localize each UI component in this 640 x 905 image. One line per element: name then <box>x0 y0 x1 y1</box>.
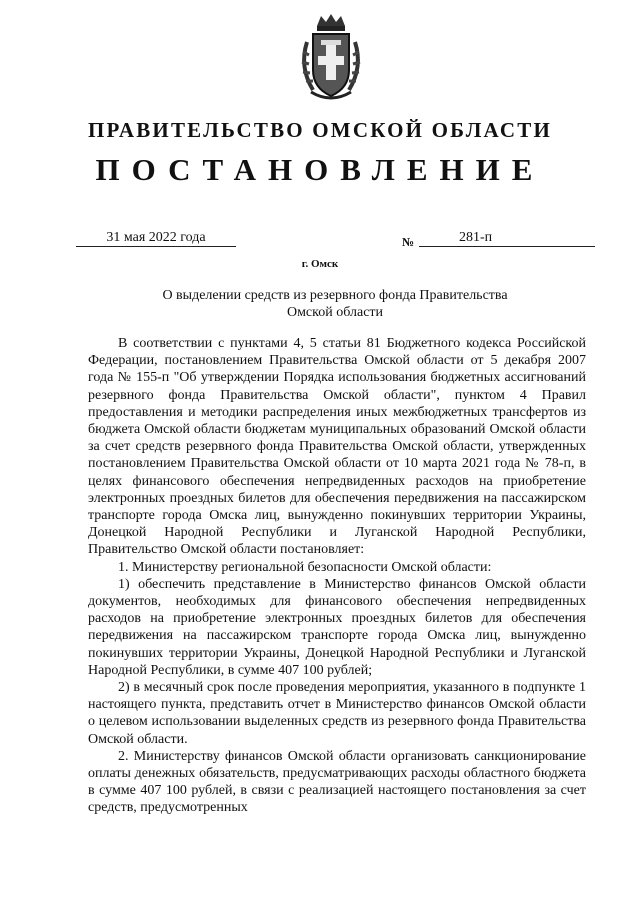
document-type-title: ПОСТАНОВЛЕНИЕ <box>95 152 545 187</box>
body-paragraph: 1) обеспечить представление в Министерство финансов Омской области документов, необходимых для финансового обеспечения непредвиденных расходов на приобретение электронных проездных билетов для обеспечения передвижения на пассажирском транспорте города Омска лиц, вынужденно покинувших территории Украины, Донецкой Народной Республики и Луганской Народной Республики, в сумме 407 100 рублей; <box>88 576 586 678</box>
document-body <box>88 335 586 817</box>
number-sign: № <box>402 235 415 249</box>
body-paragraph: 1. Министерству региональной безопасности Омской области: <box>118 559 492 575</box>
organization-title: ПРАВИТЕЛЬСТВО ОМСКОЙ ОБЛАСТИ <box>87 118 552 142</box>
document-number: 281-п <box>419 230 595 247</box>
document-date: 31 мая 2022 года <box>76 230 236 247</box>
document-subject: О выделении средств из резервного фонда Правительства Омской области <box>162 288 508 320</box>
body-paragraph: 2. Министерству финансов Омской области организовать санкционирование оплаты денежных обязательств, предусматривающих расходы областного бюджета в сумме 407 100 рублей, в связи с реализацией настоящего постановления за счет средств, предусмотренных <box>88 748 586 816</box>
body-paragraph: В соответствии с пунктами 4, 5 статьи 81 Бюджетного кодекса Российской Федерации, постановлением Правительства Омской области от 5 декабря 2007 года № 155-п "Об утверждении Порядка использования бюджетных ассигнований резервного фонда Правительства Омской области", пунктом 4 Правил предоставления и методики распределения иных межбюджетных трансфертов из бюджета Омской области бюджетам муниципальных образований Омской области за счет средств резервного фонда Правительства Омской области, утвержденных постановлением Правительства Омской области от 10 марта 2021 года № 78-п, в целях финансового обеспечения непредвиденных расходов на приобретение электронных проездных билетов для обеспечения передвижения на пассажирском транспорте города Омска лиц, вынужденно покинувших территории Украины, Донецкой Народной Республики и Луганской Народной Республики, Правительство Омской области постановляет: <box>88 336 586 558</box>
body-paragraph: 2) в месячный срок после проведения мероприятия, указанного в подпункте 1 настоящего пункта, представить отчет в Министерство финансов Омской области о целевом использовании выделенных средств из резервного фонда Правительства Омской области. <box>88 680 586 747</box>
omsk-coat-of-arms-icon <box>293 12 369 104</box>
city-label: г. Омск <box>301 258 339 270</box>
